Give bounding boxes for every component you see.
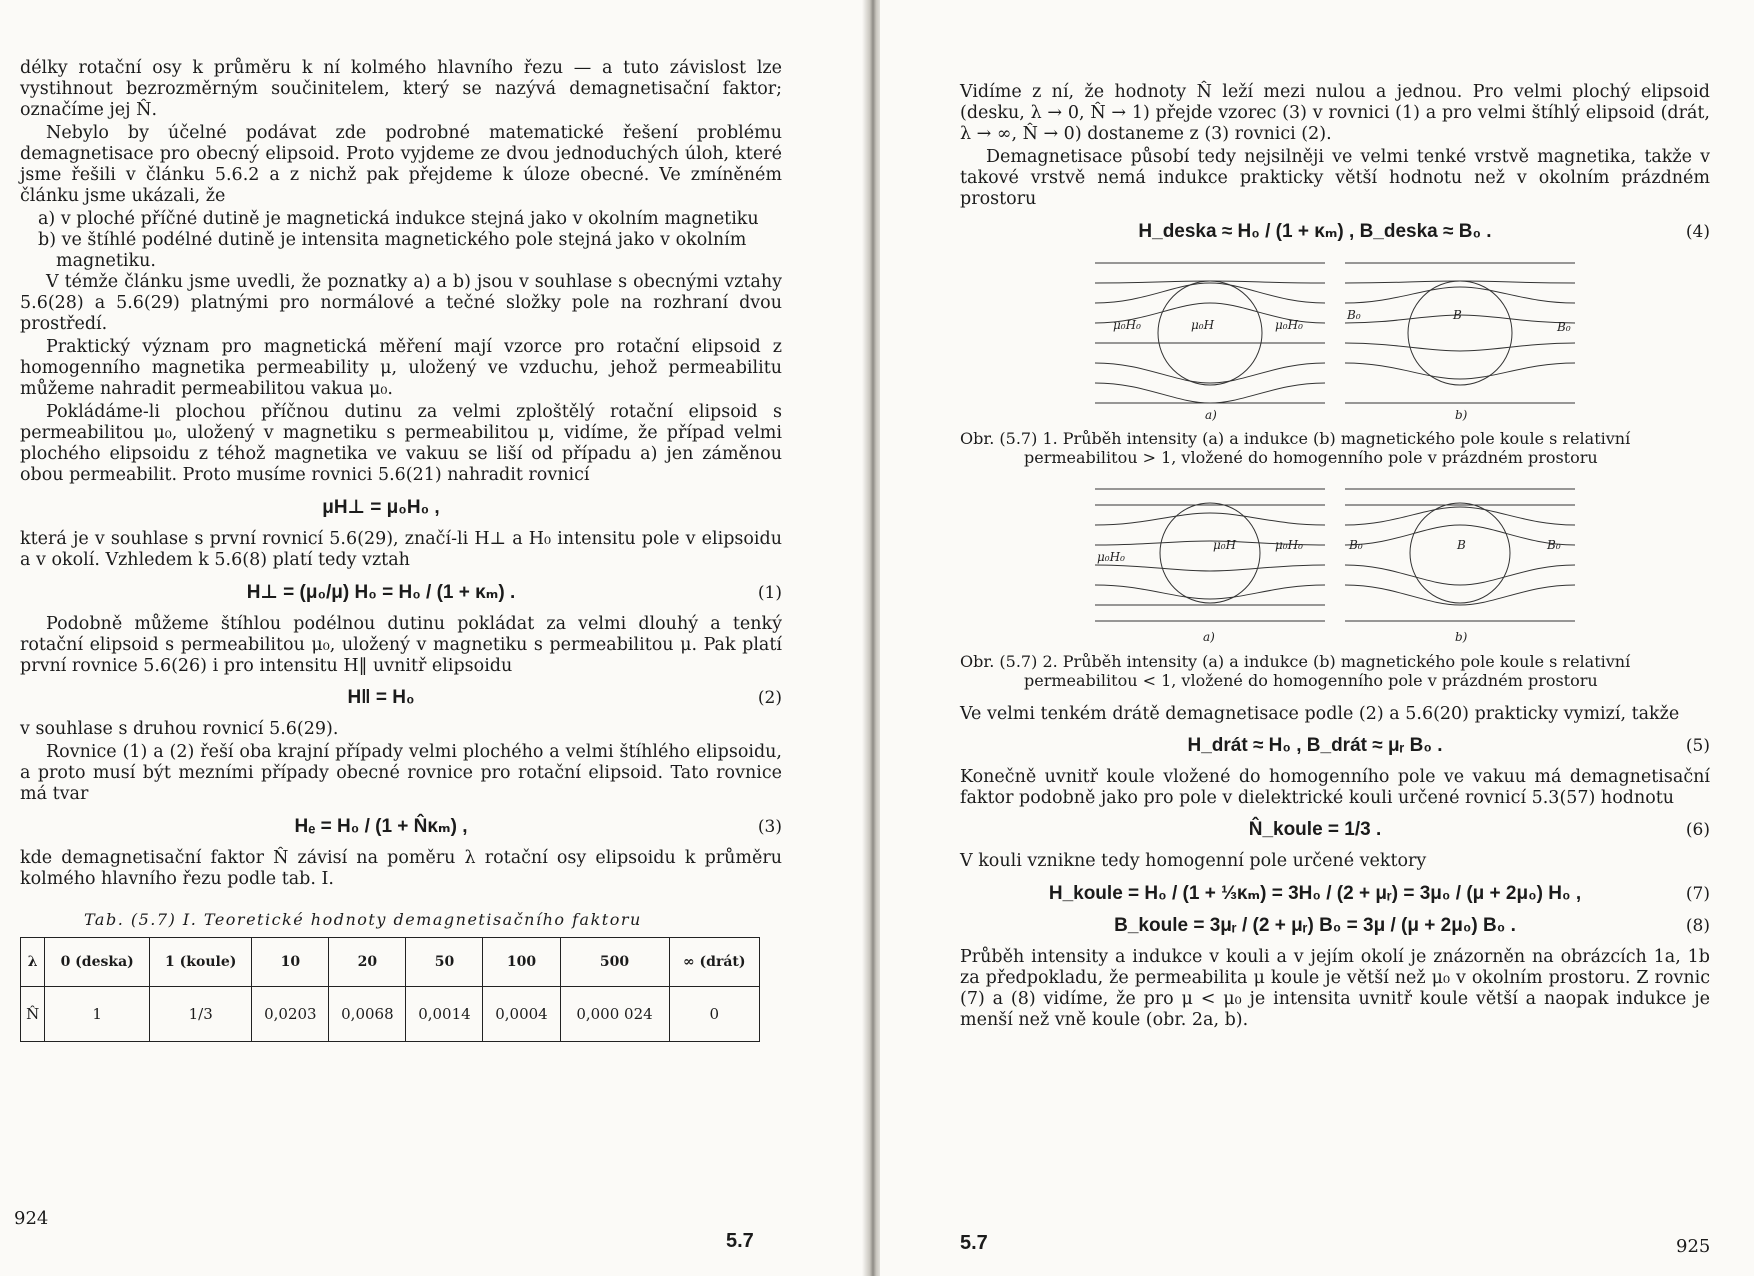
figure-label: B bbox=[1453, 308, 1462, 322]
right-page bbox=[880, 0, 1754, 1276]
table-cell: N̂ bbox=[21, 987, 45, 1042]
equation-a: μH⊥ = μ₀H₀ , bbox=[322, 497, 440, 518]
figure-caption: Obr. (5.7) 1. Průběh intensity (a) a indukce (b) magnetického pole koule s relativní permeabilitou > 1, vložené do homogenního pole v prázdném prostoru bbox=[960, 429, 1631, 467]
paragraph: V kouli vznikne tedy homogenní pole určené vektory bbox=[960, 851, 1427, 871]
table-cell: ∞ (drát) bbox=[669, 938, 760, 987]
figure-label: B₀ bbox=[1557, 320, 1571, 334]
section-number: 5.7 bbox=[726, 1230, 754, 1252]
table-cell: 0 (deska) bbox=[45, 938, 150, 987]
paragraph: Vidíme z ní, že hodnoty N̂ leží mezi nulou a jednou. Pro velmi plochý elipsoid (desku, λ → 0, N̂ → 1) přejde vzorec (3) v rovnici (1) a pro velmi štíhlý elipsoid (drát, λ → ∞, N̂ → 0) dostaneme z (3) rovnici (2). bbox=[960, 82, 1710, 144]
figure-label: B bbox=[1457, 538, 1466, 552]
table-cell: 1 bbox=[45, 987, 150, 1042]
equation-1: H⊥ = (μ₀/μ) H₀ = H₀ / (1 + κₘ) . (1) bbox=[246, 582, 782, 603]
table-row bbox=[21, 987, 760, 1042]
table-cell: 0,0068 bbox=[329, 987, 406, 1042]
table-cell: 50 bbox=[406, 938, 483, 987]
table-header-row bbox=[21, 938, 760, 987]
equation-7: H_koule = H₀ / (1 + ⅓κₘ) = 3H₀ / (2 + μᵣ) = 3μ₀ / (μ + 2μ₀) H₀ , (7) bbox=[1048, 883, 1710, 904]
paragraph: Ve velmi tenkém drátě demagnetisace podle (2) a 5.6(20) prakticky vymizí, takže bbox=[960, 704, 1680, 724]
list-item: b) ve štíhlé podélné dutině je intensita magnetického pole stejná jako v okolním magnetiku. bbox=[38, 230, 747, 271]
paragraph: Průběh intensity a indukce v kouli a v jejím okolí je znázorněn na obrázcích 1a, 1b za předpokladu, že permeabilita μ koule je větší než μ₀ v okolním prostoru. Z rovnic (7) a (8) vidíme, že pro μ < μ₀ je intensita uvnitř koule větší a naopak indukce je menší než vně koule (obr. 2a, b). bbox=[960, 947, 1710, 1030]
table-cell: 0,0203 bbox=[252, 987, 329, 1042]
figure-sublabel: b) bbox=[1455, 630, 1468, 644]
figure-label: μ₀H bbox=[1191, 318, 1215, 332]
figure-label: μ₀H₀ bbox=[1097, 550, 1125, 564]
figure-label: μ₀H₀ bbox=[1113, 318, 1141, 332]
list-item: a) v ploché příčné dutině je magnetická indukce stejná jako v okolním magnetiku bbox=[38, 209, 759, 229]
figure-1 bbox=[1095, 253, 1575, 423]
equation-8: B_koule = 3μᵣ / (2 + μᵣ) B₀ = 3μ / (μ + 2μ₀) B₀ . (8) bbox=[1114, 915, 1710, 936]
demagnetisation-table bbox=[20, 937, 760, 1042]
figure-2 bbox=[1095, 481, 1575, 646]
figure-label: B₀ bbox=[1349, 538, 1363, 552]
paragraph: Konečně uvnitř koule vložené do homogenního pole ve vakuu má demagnetisační faktor podobně jako pro pole v dielektrické kouli určené rovnicí 5.3(57) hodnotu bbox=[960, 767, 1710, 808]
left-page bbox=[0, 0, 868, 1276]
figure-label: μ₀H₀ bbox=[1275, 538, 1303, 552]
figure-label: B₀ bbox=[1347, 308, 1361, 322]
table-cell: 500 bbox=[560, 938, 669, 987]
equation-4: H_deska ≈ H₀ / (1 + κₘ) , B_deska ≈ B₀ . (4) bbox=[1138, 221, 1710, 242]
table-cell: 0,0004 bbox=[483, 987, 560, 1042]
table-cell: 1 (koule) bbox=[150, 938, 252, 987]
equation-6: N̂_koule = 1/3 . (6) bbox=[1248, 819, 1710, 840]
figure-caption: Obr. (5.7) 2. Průběh intensity (a) a indukce (b) magnetického pole koule s relativní permeabilitou < 1, vložené do homogenního pole v prázdném prostoru bbox=[960, 652, 1631, 690]
table-cell: 0 bbox=[669, 987, 760, 1042]
paragraph: Nebylo by účelné podávat zde podrobné matematické řešení problému demagnetisace pro obecný elipsoid. Proto vyjdeme ze dvou jednoduchých úloh, které jsme řešili v článku 5.6.2 a z nichž pak přejdeme k úloze obecné. Ve zmíněném článku jsme ukázali, že bbox=[20, 123, 782, 206]
table-cell: λ bbox=[21, 938, 45, 987]
table-cell: 10 bbox=[252, 938, 329, 987]
paragraph: Praktický význam pro magnetická měření mají vzorce pro rotační elipsoid z homogenního magnetika permeability μ, uložený ve vzduchu, jehož permeabilitu můžeme nahradit permeabilitou vakua μ₀. bbox=[20, 337, 782, 399]
equation-5: H_drát ≈ H₀ , B_drát ≈ μᵣ B₀ . (5) bbox=[1187, 735, 1710, 756]
section-number: 5.7 bbox=[960, 1232, 988, 1254]
figure-label: B₀ bbox=[1547, 538, 1561, 552]
paragraph: Pokládáme-li plochou příčnou dutinu za velmi zploštělý rotační elipsoid s permeabilitou μ₀, uložený v magnetiku s permeabilitou μ, vidíme, že případ velmi plochého elipsoidu z téhož magnetika ve vakuu se liší od případu a) jen záměnou obou permeabilit. Proto musíme rovnici 5.6(21) nahradit rovnicí bbox=[20, 402, 782, 485]
figure-sublabel: a) bbox=[1205, 408, 1217, 422]
paragraph: v souhlase s druhou rovnicí 5.6(29). bbox=[20, 719, 339, 739]
table-cell: 0,0014 bbox=[406, 987, 483, 1042]
table-cell: 1/3 bbox=[150, 987, 252, 1042]
equation-3: Hₑ = H₀ / (1 + N̂κₘ) , (3) bbox=[294, 816, 782, 837]
table-cell: 100 bbox=[483, 938, 560, 987]
page-number: 925 bbox=[1676, 1236, 1711, 1257]
figure-label: μ₀H bbox=[1213, 538, 1237, 552]
table-cell: 20 bbox=[329, 938, 406, 987]
figure-sublabel: b) bbox=[1455, 408, 1468, 422]
paragraph: délky rotační osy k průměru k ní kolmého hlavního řezu — a tuto závislost lze vystihnout bezrozměrným součinitelem, který se nazývá demagnetisační faktor; označíme jej N̂. bbox=[20, 58, 782, 120]
equation-2: H‖ = H₀ (2) bbox=[347, 687, 782, 708]
table-caption: Tab. (5.7) I. Teoretické hodnoty demagnetisačního faktoru bbox=[84, 910, 642, 929]
table-cell: 0,000 024 bbox=[560, 987, 669, 1042]
paragraph: Demagnetisace působí tedy nejsilněji ve velmi tenké vrstvě magnetika, takže v takové vrstvě nemá indukce prakticky větší hodnotu než v okolním prázdném prostoru bbox=[960, 147, 1710, 209]
paragraph: V témže článku jsme uvedli, že poznatky a) a b) jsou v souhlase s obecnými vztahy 5.6(28) a 5.6(29) platnými pro normálové a tečné složky pole na rozhraní dvou prostředí. bbox=[20, 272, 782, 334]
paragraph: kde demagnetisační faktor N̂ závisí na poměru λ rotační osy elipsoidu k průměru kolmého hlavního řezu podle tab. I. bbox=[20, 848, 782, 889]
page-number: 924 bbox=[14, 1208, 49, 1229]
paragraph: Podobně můžeme štíhlou podélnou dutinu pokládat za velmi dlouhý a tenký rotační elipsoid s permeabilitou μ₀, uložený v magnetiku s permeabilitou μ. Pak platí první rovnice 5.6(26) i pro intensitu H‖ uvnitř elipsoidu bbox=[20, 614, 782, 676]
figure-label: μ₀H₀ bbox=[1275, 318, 1303, 332]
figure-sublabel: a) bbox=[1203, 630, 1215, 644]
paragraph: Rovnice (1) a (2) řeší oba krajní případy velmi plochého a velmi štíhlého elipsoidu, a proto musí být mezními případy obecné rovnice pro rotační elipsoid. Tato rovnice má tvar bbox=[20, 742, 782, 804]
paragraph: která je v souhlase s první rovnicí 5.6(29), značí-li H⊥ a H₀ intensitu pole v elipsoidu a v okolí. Vzhledem k 5.6(8) platí tedy vztah bbox=[20, 529, 782, 570]
